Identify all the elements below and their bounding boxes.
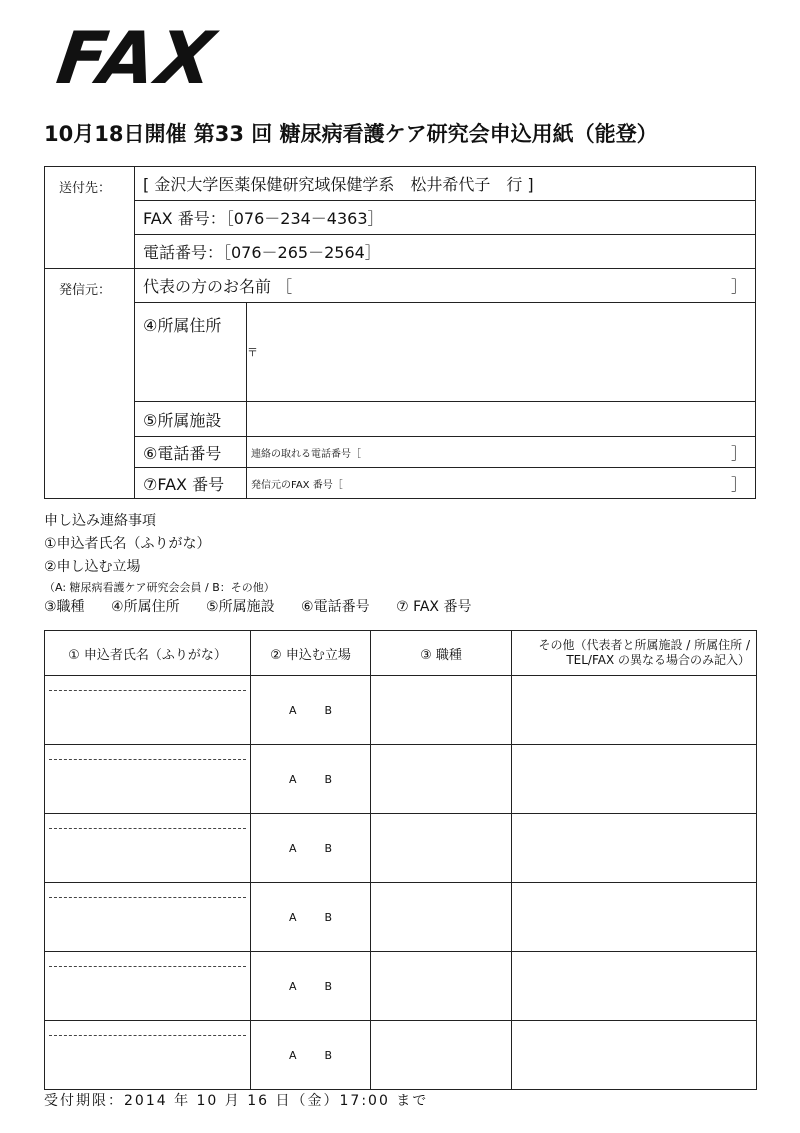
option-b[interactable]: B [324,910,333,924]
note-item: ⑤所属施設 [206,599,275,615]
table-row [45,745,757,814]
option-b[interactable]: B [324,979,333,993]
phone-label: ⑥電話番号 [135,437,247,468]
position-cell[interactable] [251,676,371,745]
col-position-header: ② 申込む立場 [251,631,371,676]
deadline-note: 受付期限：2014 年 10 月 16 日（金）17:00 まで [44,1093,429,1109]
position-cell[interactable] [251,814,371,883]
option-b[interactable]: B [324,703,333,717]
other-cell[interactable] [512,883,757,952]
address-label: ④所属住所 [135,303,247,402]
other-cell[interactable] [512,814,757,883]
job-cell[interactable] [371,814,512,883]
position-cell[interactable] [251,883,371,952]
table-row [45,883,757,952]
fax-close: ］ [730,474,747,494]
note-item: ③職種 [44,599,85,615]
contact-table [44,166,756,499]
note-item-2-sub: （A: 糖尿病看護ケア研究会会員 / B：その他） [44,581,275,594]
col-other-header [512,631,757,676]
destination-phone: 電話番号：［076－265－2564］ [135,235,756,269]
other-cell[interactable] [512,1021,757,1090]
name-cell[interactable] [45,1021,251,1090]
option-a[interactable]: A [288,703,297,717]
note-item: ④所属住所 [111,599,180,615]
name-cell[interactable] [45,952,251,1021]
fax-field[interactable] [247,468,756,499]
table-row [45,676,757,745]
note-item: ⑦ FAX 番号 [396,599,472,615]
col-job-header: ③ 職種 [371,631,512,676]
fax-label: ⑦FAX 番号 [135,468,247,499]
phone-close: ］ [730,443,747,463]
note-items-row [44,596,493,619]
furigana-divider [49,966,246,967]
table-row [45,1021,757,1090]
name-cell[interactable] [45,883,251,952]
recipient-line: [ 金沢大学医薬保健研究域保健学系 松井希代子 行 ] [135,167,756,201]
note-item-1: ①申込者氏名（ふりがな） [44,536,211,552]
option-a[interactable]: A [288,1048,297,1062]
other-cell[interactable] [512,952,757,1021]
furigana-divider [49,759,246,760]
job-cell[interactable] [371,745,512,814]
job-cell[interactable] [371,1021,512,1090]
application-table [44,630,757,1090]
job-cell[interactable] [371,952,512,1021]
col-name-header: ① 申込者氏名（ふりがな） [45,631,251,676]
destination-label: 送付先： [45,167,135,269]
col-other-line1: その他（代表者と所属施設 / 所属住所 / [538,638,750,652]
page-title: 10月18日開催 第33 回 糖尿病看護ケア研究会申込用紙（能登） [44,122,658,146]
facility-field[interactable] [247,402,756,437]
option-b[interactable]: B [324,1048,333,1062]
table-row [45,952,757,1021]
table-row [45,814,757,883]
destination-fax: FAX 番号：［076－234－4363］ [135,201,756,235]
furigana-divider [49,897,246,898]
name-cell[interactable] [45,814,251,883]
position-cell[interactable] [251,745,371,814]
furigana-divider [49,828,246,829]
position-cell[interactable] [251,1021,371,1090]
note-item: ⑥電話番号 [301,599,370,615]
rep-name-close: ］ [730,277,747,296]
facility-label: ⑤所属施設 [135,402,247,437]
fax-note: 発信元のFAX 番号［ [251,479,343,491]
job-cell[interactable] [371,883,512,952]
col-other-line2: TEL/FAX の異なる場合のみ記入） [566,653,750,667]
furigana-divider [49,1035,246,1036]
other-cell[interactable] [512,745,757,814]
postal-mark: 〒 [247,346,258,359]
name-cell[interactable] [45,745,251,814]
notes-heading: 申し込み連絡事項 [44,513,156,529]
option-b[interactable]: B [324,772,333,786]
phone-field[interactable] [247,437,756,468]
sender-label: 発信元： [45,269,135,499]
name-cell[interactable] [45,676,251,745]
position-cell[interactable] [251,952,371,1021]
note-item-2: ②申し込む立場 [44,559,141,575]
option-a[interactable]: A [288,841,297,855]
notes-section [44,510,493,619]
option-a[interactable]: A [288,910,297,924]
option-a[interactable]: A [288,772,297,786]
other-cell[interactable] [512,676,757,745]
phone-note: 連絡の取れる電話番号［ [251,448,361,460]
furigana-divider [49,690,246,691]
fax-logo: FAX [52,16,222,100]
address-field[interactable] [247,303,756,402]
job-cell[interactable] [371,676,512,745]
rep-name-label: 代表の方のお名前 ［ [143,277,293,296]
option-a[interactable]: A [288,979,297,993]
option-b[interactable]: B [324,841,333,855]
